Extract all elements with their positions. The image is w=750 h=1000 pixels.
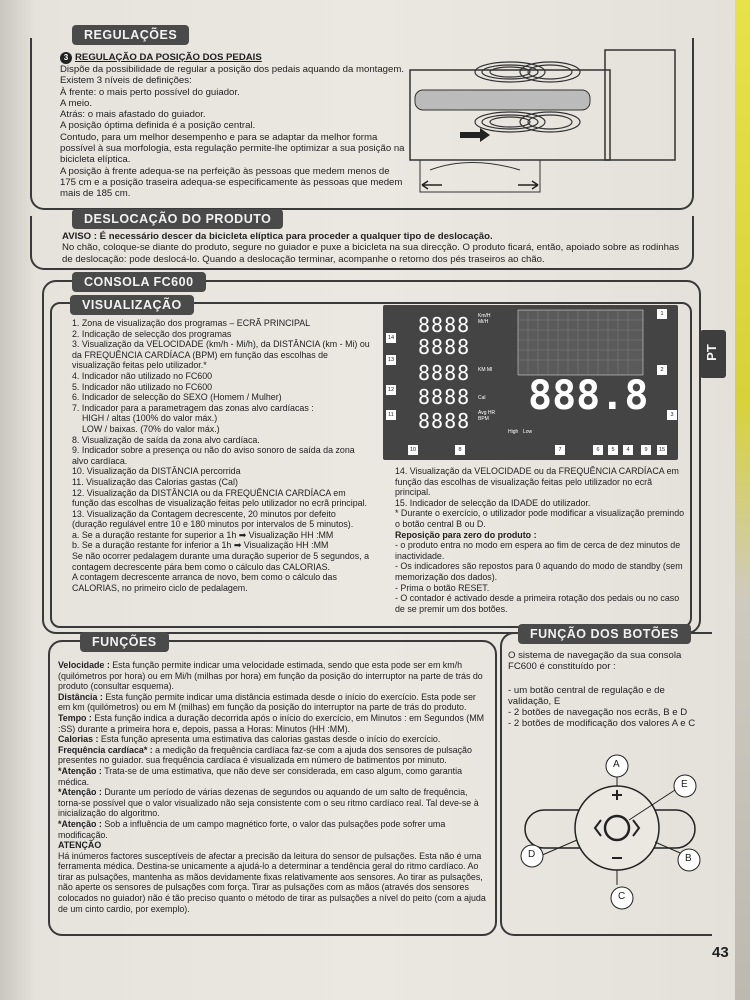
- lcd-label-speed: Km/H Mi/H: [478, 313, 491, 325]
- lcd-label-low: Low: [523, 429, 533, 435]
- regulacoes-text: [60, 52, 405, 200]
- regulacoes-line: A posição óptima definida é a posição central.: [60, 120, 256, 132]
- console-list-item: 12. Visualização da DISTÂNCIA ou da FREQUÊNCIA CARDÍACA em função das escolhas de visualização feitas pelo utilizador no ecrã principal.: [72, 487, 368, 509]
- console-list-item: A contagem decrescente arranca de novo, bem como o cálculo das CALORIAS, no primeiro ciclo de pedalagem.: [72, 572, 337, 593]
- botoes-item: - 2 botões de navegação nos ecrãs, B e D: [508, 707, 688, 719]
- reset-item: - O contador é activado desde a primeira rotação dos pedais ou no caso de se premir um dos botões.: [395, 593, 680, 614]
- page-number: 43: [712, 944, 729, 961]
- console-list-item: * Durante o exercício, o utilizador pode modificar a visualização premindo o botão central B ou D.: [395, 508, 685, 529]
- lcd-digits-heart: 8888: [418, 409, 471, 433]
- callout-14: 14: [387, 335, 395, 341]
- regulacoes-line: Atrás: o mais afastado do guiador.: [60, 109, 206, 121]
- visualizacao-tab: VISUALIZAÇÃO: [70, 295, 194, 315]
- console-list-item: 5. Indicador não utilizado no FC600: [72, 381, 213, 392]
- buttons-diagram: [505, 750, 705, 920]
- funcao-label: Frequência cardíaca* :: [58, 744, 153, 755]
- console-list-item: b. Se a duração restante for inferior a 1h ➡ Visualização HH :MM: [72, 540, 329, 551]
- reset-item: - Prima o botão RESET.: [395, 582, 490, 593]
- button-label-d: D: [528, 849, 536, 860]
- botoes-intro: O sistema de navegação da sua consola FC600 é constituído por :: [508, 650, 682, 673]
- console-list-item: 9. Indicador sobre a presença ou não do aviso sonoro de saída da zona alvo cardíaca.: [72, 445, 355, 466]
- callout-9: 9: [641, 445, 651, 455]
- console-list-item: 10. Visualização da DISTÂNCIA percorrida: [72, 466, 241, 477]
- console-list-item: a. Se a duração restante for superior a 1h ➡ Visualização HH :MM: [72, 529, 334, 540]
- funcao-text: Sob a influência de um campo magnético forte, o valor das pulsações pode sofrer uma modificação.: [58, 818, 446, 840]
- callout-1: 1: [657, 309, 667, 319]
- reset-item: - o produto entra no modo em espera ao fim de cerca de dez minutos de inactividade.: [395, 540, 681, 561]
- regulacoes-line: A posição à frente adequa-se na perfeição às pessoas que medem menos de 175 cm e a posição traseira adequa-se especificamente às pessoas que medem mais de 185 cm.: [60, 165, 403, 200]
- regulacoes-line: À frente: o mais perto possível do guiador.: [60, 86, 240, 98]
- funcao-text: Há inúmeros factores susceptíveis de afectar a precisão da leitura do sensor de pulsações. Esta não é uma ferramenta médica. Destina-se unicamente a ajudá-lo a determinar a tendência geral do ritmo cardíaco. Ao tirar as pulsações, mantenha as mãos devidamente fixas relativamente aos sensores. Ao tirar as pulsações, não aperte os sensores de pulsações com força. Tirar as pulsações com as mãos (através dos sensores colocados no guiador) não é tão preciso quanto o método de tirar as pulsações a nível do peito (com a ajuda de um cinto cardio, por exemplo).: [58, 850, 486, 914]
- console-list-item: 8. Visualização de saída da zona alvo cardíaca.: [72, 434, 260, 445]
- callout-3: 3: [667, 410, 677, 420]
- funcoes-tab: FUNÇÕES: [80, 632, 169, 652]
- deslocacao-text: [62, 231, 682, 265]
- funcao-label: Velocidade :: [58, 660, 110, 670]
- callout-13: 13: [387, 357, 395, 363]
- callout-6: 6: [593, 445, 603, 455]
- console-list-item: 4. Indicador não utilizado no FC600: [72, 370, 213, 381]
- funcao-label: *Atenção :: [58, 818, 102, 829]
- reset-item: - Os indicadores são repostos para 0 aquando do modo de standby (sem memorização dos dados).: [395, 561, 683, 582]
- console-list-item: 3. Visualização da VELOCIDADE (km/h - Mi/h), da DISTÂNCIA (km - Mi) ou da FREQUÊNCIA CARDÍACA (BPM) em função das escolhas de visualização feitas pelo utilizador.*: [72, 339, 370, 371]
- botoes-item: - 2 botões de modificação dos valores A e C: [508, 718, 696, 730]
- button-label-c: C: [618, 891, 626, 902]
- page-edge-strip: [735, 0, 750, 1000]
- lcd-digits-speed: 8888: [418, 313, 471, 337]
- regulacoes-line: Dispõe da possibilidade de regular a posição dos pedais aquando da montagem.: [60, 64, 405, 75]
- console-list-item: 7. Indicador para a parametragem das zonas alvo cardíacas :: [72, 402, 314, 413]
- callout-4: 4: [623, 445, 633, 455]
- callout-15: 15: [658, 447, 666, 453]
- console-list-item: 14. Visualização da VELOCIDADE ou da FREQUÊNCIA CARDÍACA em função das escolhas de visualização feitas pelo utilizador no ecrã principal.: [395, 466, 679, 498]
- funcao-text: Esta função permite indicar uma distância estimada desde o início do exercício. Esta pode ser em km (quilómetros) ou em M (milhas) em função da posição do interruptor na parte de trás do produto.: [58, 691, 476, 713]
- console-list-item: 15. Indicador de selecção da IDADE do utilizador.: [395, 497, 591, 508]
- console-list-item: 11. Visualização das Calorias gastas (Cal): [72, 476, 238, 487]
- lcd-label-high: High: [508, 429, 519, 435]
- callout-11: 11: [386, 410, 396, 420]
- console-list-item: 2. Indicação de selecção dos programas: [72, 328, 232, 339]
- language-tab-pt: PT: [700, 330, 726, 378]
- callout-8: 8: [455, 445, 465, 455]
- callout-10: 10: [409, 447, 417, 453]
- funcao-label: ATENÇÃO: [58, 840, 102, 851]
- funcao-label: Distância :: [58, 691, 103, 702]
- lcd-display-diagram: [383, 305, 678, 460]
- consola-tab: CONSOLA FC600: [72, 272, 206, 292]
- funcao-text: a medição da frequência cardíaca faz-se com a ajuda dos sensores de pulsação presentes no guiador. sua frequência cardíaca é visualizada em número de batimentos por minuto.: [58, 744, 472, 766]
- button-label-a: A: [613, 759, 620, 770]
- regulacoes-line: Existem 3 níveis de definições:: [60, 75, 192, 87]
- deslocacao-tab: DESLOCAÇÃO DO PRODUTO: [72, 209, 283, 229]
- button-label-b: B: [685, 853, 692, 864]
- funcao-label: Calorias :: [58, 734, 99, 745]
- funcao-label: *Atenção :: [58, 787, 102, 798]
- lcd-label-bpm: Avg HR BPM: [478, 410, 496, 422]
- funcao-text: Esta função permite indicar uma velocidade estimada, sendo que esta pode ser em km/h (quilómetros por hora) ou em Mi/h (milhas por hora) em função da posição do interruptor na parte de trás do produto (consultar esquema).: [58, 660, 483, 692]
- console-list-right: [395, 466, 685, 614]
- callout-12: 12: [387, 387, 395, 393]
- callout-2: 2: [657, 365, 667, 375]
- deslocacao-warning: AVISO : É necessário descer da bicicleta elíptica para proceder a qualquer tipo de deslocação.: [62, 231, 493, 242]
- funcao-text: Durante um período de várias dezenas de segundos ou aquando de um salto de frequência, torna-se possível que o valor visualizado não seja consistente com o seu ritmo cardíaco real. Tal deve-se à inicialização do algoritmo.: [58, 787, 479, 819]
- botoes-tab: FUNÇÃO DOS BOTÕES: [518, 624, 691, 644]
- console-list-item: LOW / baixas. (70% do valor máx.): [82, 423, 220, 434]
- console-list-item: HIGH / altas (100% do valor máx.): [82, 413, 218, 424]
- console-list-item: 1. Zona de visualização dos programas – ECRÃ PRINCIPAL: [72, 318, 311, 328]
- deslocacao-body: No chão, coloque-se diante do produto, segure no guiador e puxe a bicicleta na sua direcção. O produto ficará, então, apoiado sobre as rodinhas de deslocação: pode deslocá-lo. Quando a deslocação terminar, acompanhe o retorno dos pés traseiros ao chão.: [62, 242, 680, 265]
- button-label-e: E: [681, 779, 688, 790]
- console-list-item: Se não ocorrer pedalagem durante uma duração superior de 5 segundos, a contagem decrescente pára bem como o cálculo das CALORIAS.: [72, 551, 370, 572]
- funcao-label: *Atenção :: [58, 765, 102, 776]
- lcd-digits-calories: 8888: [418, 385, 471, 409]
- funcao-text: Trata-se de uma estimativa, que não deve ser considerada, em caso algum, como garantia médica.: [58, 765, 463, 787]
- console-list-item: 6. Indicador de selecção do SEXO (Homem / Mulher): [72, 392, 282, 403]
- regulacoes-line: Contudo, para um melhor desempenho e para se adaptar da melhor forma possível à sua morfologia, esta regulação permite-lhe optimizar a sua posição na bicicleta elíptica.: [60, 131, 405, 166]
- reset-heading: Reposição para zero do produto :: [395, 529, 537, 540]
- lcd-digits-distance: 8888: [418, 335, 471, 359]
- funcao-label: Tempo :: [58, 712, 92, 723]
- callout-7: 7: [555, 445, 565, 455]
- funcao-text: Esta função indica a duração decorrida após o início do exercício, em Minutos : em Segundos (MM :SS) durante a primeira hora e, depois, passa a Horas: Minutos (HH :MM).: [58, 712, 485, 734]
- lcd-label-distance: KM MI: [478, 367, 493, 373]
- console-list-left: [72, 318, 372, 593]
- regulacoes-tab: REGULAÇÕES: [72, 25, 189, 45]
- botoes-item: - um botão central de regulação e de validação, E: [508, 684, 665, 707]
- lcd-big-digits: 888.8: [528, 373, 649, 419]
- botoes-text: [508, 650, 703, 730]
- pedal-diagram: [400, 40, 690, 200]
- regulacoes-line: A meio.: [60, 97, 92, 109]
- funcao-text: Esta função apresenta uma estimativa das calorias gastas desde o início do exercício.: [98, 734, 441, 745]
- section-number-badge: 3: [60, 52, 72, 64]
- callout-5: 5: [608, 445, 618, 455]
- lcd-digits-time: 8888: [418, 361, 471, 385]
- funcoes-text: [58, 660, 490, 914]
- console-list-item: 13. Visualização da Contagem decrescente, 20 minutos por defeito (duração regulável entre 10 e 180 minutos por intervalos de 5 minutos).: [72, 508, 354, 530]
- lcd-label-calories: Cal: [478, 395, 486, 401]
- regulacoes-heading: REGULAÇÃO DA POSIÇÃO DOS PEDAIS: [75, 52, 262, 63]
